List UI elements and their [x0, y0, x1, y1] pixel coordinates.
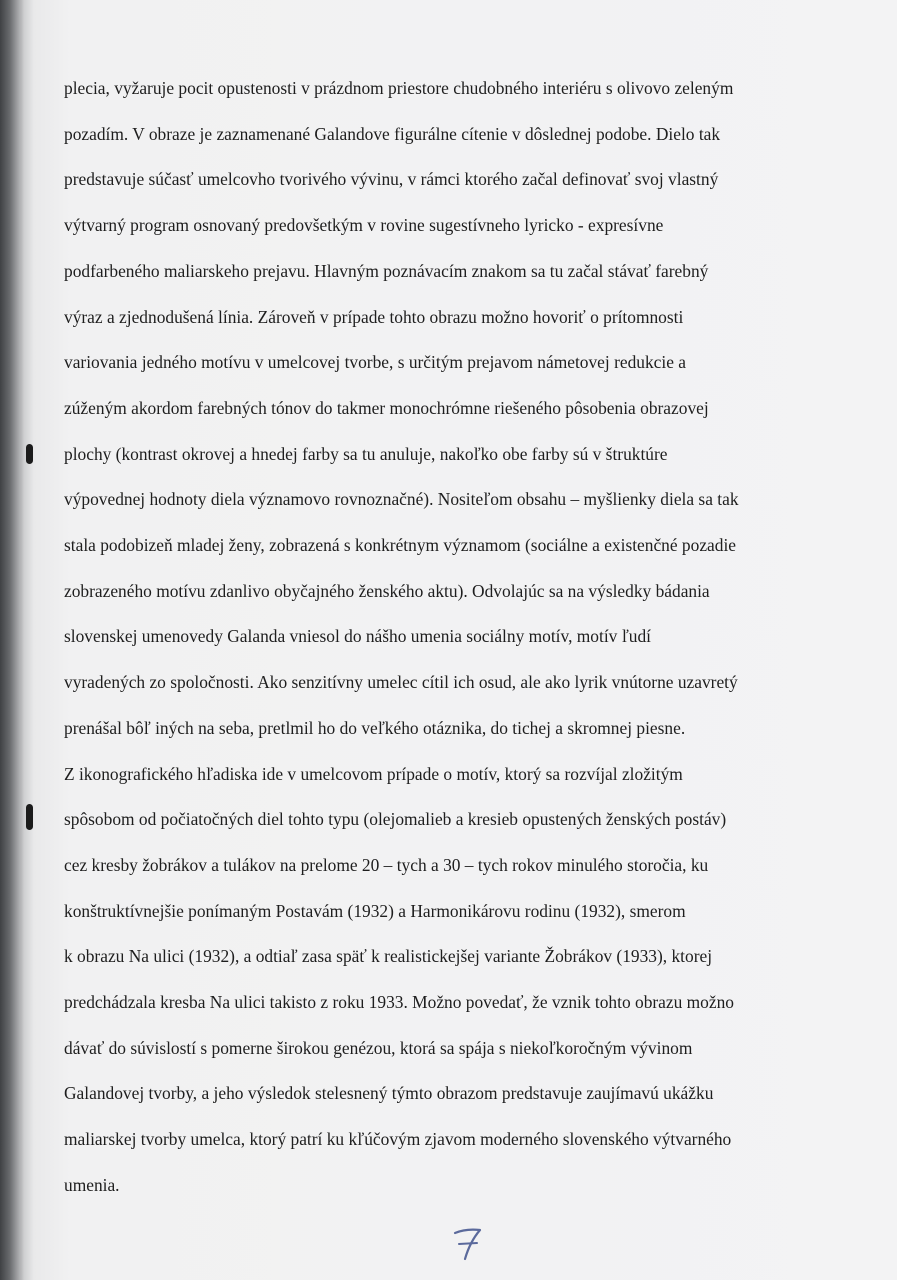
text-line-23: Galandovej tvorby, a jeho výsledok stelesnený týmto obrazom predstavuje zaujímavú ukážku: [64, 1083, 714, 1104]
punch-hole-lower: [26, 804, 33, 830]
text-line-7: variovania jedného motívu v umelcovej tvorbe, s určitým prejavom námetovej redukcie a: [64, 352, 686, 373]
text-line-20: k obrazu Na ulici (1932), a odtiaľ zasa späť k realistickejšej variante Žobrákov (1933), ktorej: [64, 946, 713, 967]
handwritten-page-number: [452, 1226, 484, 1262]
body-text: [64, 66, 864, 1209]
text-line-5: podfarbeného maliarskeho prejavu. Hlavným poznávacím znakom sa tu začal stávať farebný: [64, 260, 709, 281]
text-line-25: umenia.: [64, 1174, 120, 1195]
text-line-13: slovenskej umenovedy Galanda vniesol do nášho umenia sociálny motív, motív ľudí: [64, 626, 651, 647]
text-line-9: plochy (kontrast okrovej a hnedej farby sa tu anuluje, nakoľko obe farby sú v štruktúre: [64, 443, 668, 464]
text-line-2: pozadím. V obraze je zaznamenané Galandove figurálne cítenie v dôslednej podobe. Dielo tak: [64, 123, 721, 144]
text-line-11: stala podobizeň mladej ženy, zobrazená s konkrétnym významom (sociálne a existenčné pozadie: [64, 535, 737, 556]
text-line-14: vyradených zo spoločnosti. Ako senzitívny umelec cítil ich osud, ale ako lyrik vnútorne uzavretý: [64, 672, 738, 693]
text-line-10: výpovednej hodnoty diela významovo rovnoznačné). Nositeľom obsahu – myšlienky diela sa tak: [64, 489, 739, 510]
paper-edge-shadow: [0, 0, 24, 1280]
text-line-22: dávať do súvislostí s pomerne širokou genézou, ktorá sa spája s niekoľkoročným vývinom: [64, 1037, 693, 1058]
text-line-24: maliarskej tvorby umelca, ktorý patrí ku kľúčovým zjavom moderného slovenského výtvarného: [64, 1129, 732, 1150]
text-line-12: zobrazeného motívu zdanlivo obyčajného ženského aktu). Odvolajúc sa na výsledky bádania: [64, 580, 710, 601]
text-line-1: plecia, vyžaruje pocit opustenosti v prázdnom priestore chudobného interiéru s olivovo zeleným: [64, 78, 734, 98]
text-line-17: spôsobom od počiatočných diel tohto typu (olejomalieb a kresieb opustených ženských postáv): [64, 809, 727, 830]
punch-hole-upper: [26, 444, 33, 464]
text-line-4: výtvarný program osnovaný predovšetkým v rovine sugestívneho lyricko - expresívne: [64, 215, 664, 236]
text-line-15: prenášal bôľ iných na seba, pretlmil ho do veľkého otáznika, do tichej a skromnej piesne.: [64, 717, 686, 738]
text-line-6: výraz a zjednodušená línia. Zároveň v prípade tohto obrazu možno hovoriť o prítomnosti: [64, 306, 684, 327]
text-line-8: zúženým akordom farebných tónov do takmer monochrómne riešeného pôsobenia obrazovej: [64, 397, 709, 418]
text-line-16: Z ikonografického hľadiska ide v umelcovom prípade o motív, ktorý sa rozvíjal zložitým: [64, 763, 683, 784]
text-line-18: cez kresby žobrákov a tulákov na prelome 20 – tych a 30 – tych rokov minulého storočia, ku: [64, 854, 709, 875]
text-line-19: konštruktívnejšie ponímaným Postavám (1932) a Harmonikárovu rodinu (1932), smerom: [64, 900, 686, 921]
text-line-3: predstavuje súčasť umelcovho tvorivého vývinu, v rámci ktorého začal definovať svoj vlastný: [64, 169, 719, 190]
text-line-21: predchádzala kresba Na ulici takisto z roku 1933. Možno povedať, že vznik tohto obrazu možno: [64, 992, 734, 1013]
